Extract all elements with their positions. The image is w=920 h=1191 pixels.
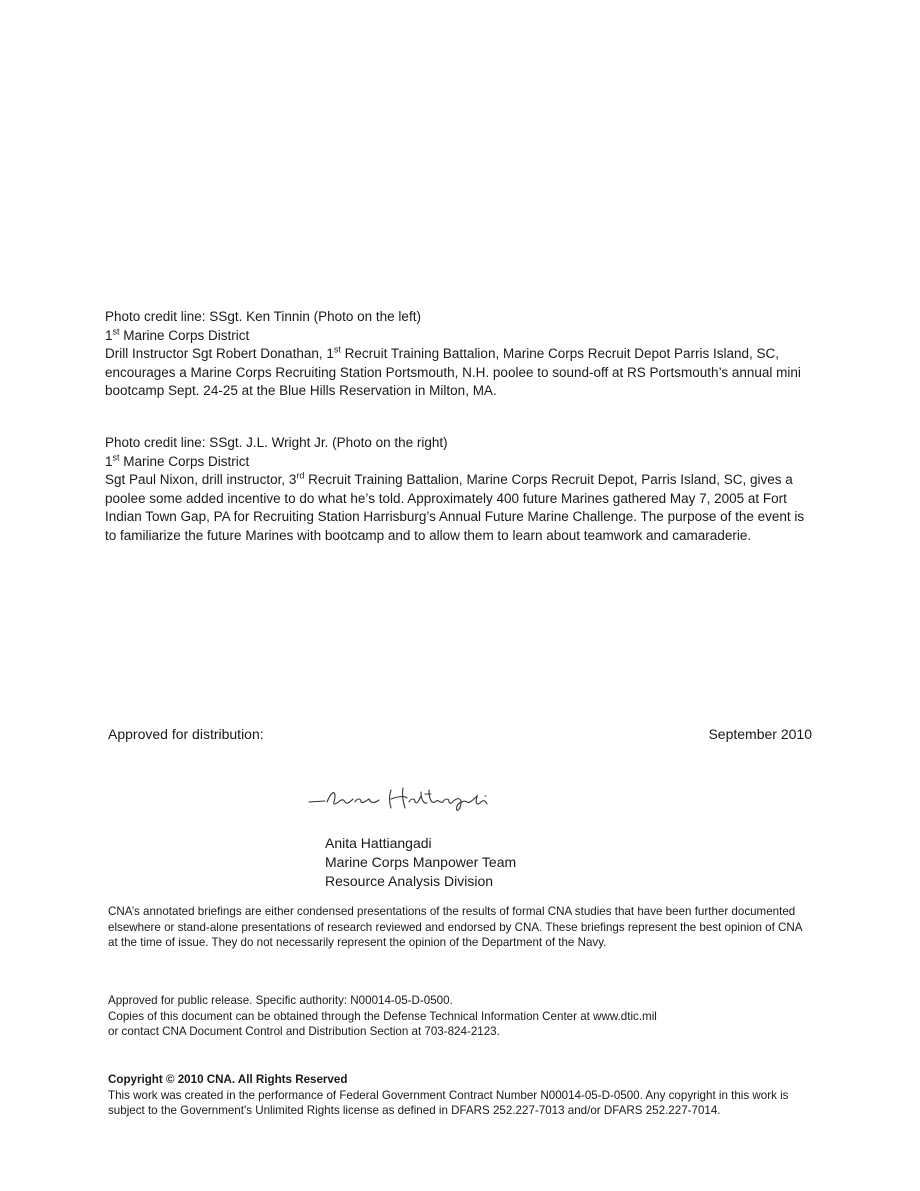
credit-left-title: Photo credit line: SSgt. Ken Tinnin (Photo on the left) [105,309,421,324]
disclaimer-text: CNA’s annotated briefings are either condensed presentations of the results of formal CNA studies that have been further documented elsewhere or stand-alone presentations of research reviewed and endorsed by CNA. These briefings represent the best opinion of CNA at the time of issue. They do not necessarily represent the opinion of the Department of the Navy. [108,905,802,949]
credit-right-district: 1st Marine Corps District [105,452,250,469]
photo-credit-right [105,434,817,545]
credit-right-caption: Sgt Paul Nixon, drill instructor, 3rd Recruit Training Battalion, Marine Corps Recruit Depot, Parris Island, SC, gives a poolee some added incentive to do what he’s told. Approximately 400 future Marines gathered May 7, 2005 at Fort Indian Town Gap, PA for Recruiting Station Harrisburg’s Annual Future Marine Challenge. The purpose of the event is to familiarize the future Marines with bootcamp and to allow them to learn about teamwork and camaraderie. [105,470,805,543]
credit-right-title: Photo credit line: SSgt. J.L. Wright Jr. (Photo on the right) [105,435,448,450]
handwritten-signature [305,782,505,822]
signer-name: Anita Hattiangadi [325,835,432,851]
release-line-2: Copies of this document can be obtained through the Defense Technical Information Center at www.dtic.mil [108,1009,657,1023]
signer-block [325,834,516,891]
signer-team: Marine Corps Manpower Team [325,854,517,870]
copyright-body: This work was created in the performance of Federal Government Contract Number N00014-05-D-0500. Any copyright in this work is subject to the Government's Unlimited Rights license as defined in DFARS 252.227-7013 and/or DFARS 252.227-7014. [108,1088,789,1117]
photo-credit-left [105,308,817,401]
signer-division: Resource Analysis Division [325,873,494,889]
disclaimer-paragraph [108,904,812,951]
release-line-3: or contact CNA Document Control and Distribution Section at 703-824-2123. [108,1025,500,1038]
release-line-1: Approved for public release. Specific authority: N00014-05-D-0500. [108,994,453,1007]
credit-left-caption: Drill Instructor Sgt Robert Donathan, 1st Recruit Training Battalion, Marine Corps Recruit Depot Parris Island, SC, encourages a Marine Corps Recruiting Station Portsmouth, N.H. poolee to sound-off at RS Portsmouth’s annual mini bootcamp Sept. 24-25 at the Blue Hills Reservation in Milton, MA. [105,344,801,398]
copyright-block [108,1072,812,1119]
credit-left-district: 1st Marine Corps District [105,326,250,343]
release-block [108,993,812,1040]
publication-date: September 2010 [708,726,812,742]
copyright-heading: Copyright © 2010 CNA. All Rights Reserved [108,1073,348,1086]
approved-for-distribution-label: Approved for distribution: [108,726,264,742]
